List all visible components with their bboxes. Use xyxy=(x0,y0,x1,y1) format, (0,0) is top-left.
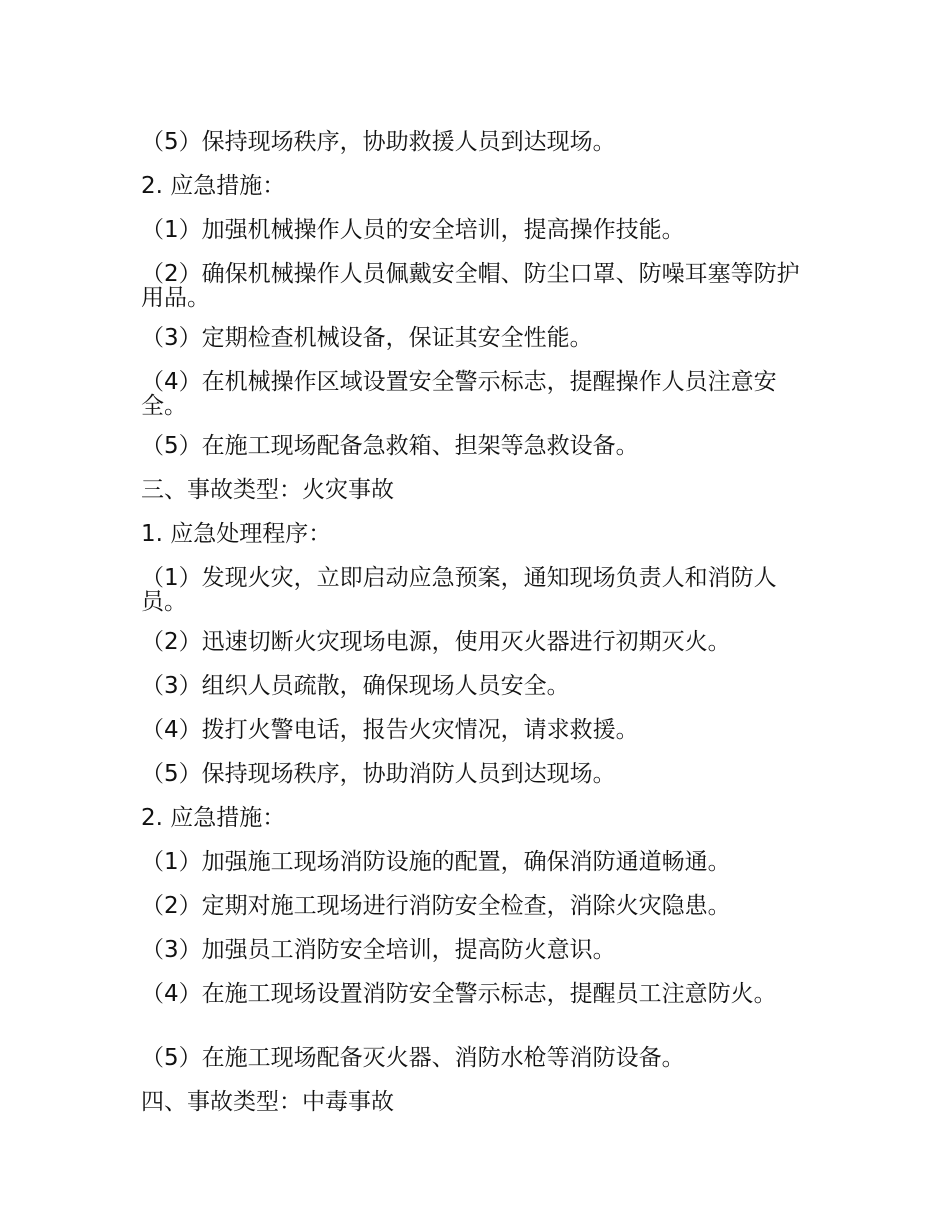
heading-emergency-procedure: 1. 应急处理程序： xyxy=(141,521,332,547)
section-heading-poisoning: 四、事故类型：中毒事故 xyxy=(141,1089,394,1115)
paragraph-fire-equipment: （5）在施工现场配备灭火器、消防水枪等消防设备。 xyxy=(141,1045,685,1071)
paragraph-cut-power: （2）迅速切断火灾现场电源，使用灭火器进行初期灭火。 xyxy=(141,629,731,655)
section-heading-fire: 三、事故类型：火灾事故 xyxy=(141,477,394,503)
paragraph-fire-facilities: （1）加强施工现场消防设施的配置，确保消防通道畅通。 xyxy=(141,849,731,875)
paragraph-fire-inspection: （2）定期对施工现场进行消防安全检查，消除火灾隐患。 xyxy=(141,893,731,919)
paragraph-evacuate: （3）组织人员疏散，确保现场人员安全。 xyxy=(141,673,570,699)
paragraph-fire-training: （3）加强员工消防安全培训，提高防火意识。 xyxy=(141,937,616,963)
paragraph-machine-warning-signs: （4）在机械操作区域设置安全警示标志，提醒操作人员注意安全。 xyxy=(141,369,777,419)
paragraph-call-fire-alarm: （4）拨打火警电话，报告火灾情况，请求救援。 xyxy=(141,717,639,743)
paragraph-fire-warning-signs: （4）在施工现场设置消防安全警示标志，提醒员工注意防火。 xyxy=(141,981,777,1007)
heading-fire-measures: 2. 应急措施： xyxy=(141,805,286,831)
paragraph-fire-order: （5）保持现场秩序，协助消防人员到达现场。 xyxy=(141,761,616,787)
paragraph-equipment-check: （3）定期检查机械设备，保证其安全性能。 xyxy=(141,325,593,351)
paragraph-protective-gear: （2）确保机械操作人员佩戴安全帽、防尘口罩、防噪耳塞等防护用品。 xyxy=(141,261,800,311)
paragraph-rescue-order: （5）保持现场秩序，协助救援人员到达现场。 xyxy=(141,129,616,155)
paragraph-machine-training: （1）加强机械操作人员的安全培训，提高操作技能。 xyxy=(141,217,685,243)
paragraph-first-aid-equipment: （5）在施工现场配备急救箱、担架等急救设备。 xyxy=(141,433,639,459)
heading-emergency-measures: 2. 应急措施： xyxy=(141,173,286,199)
paragraph-fire-discovered: （1）发现火灾，立即启动应急预案，通知现场负责人和消防人员。 xyxy=(141,565,777,615)
